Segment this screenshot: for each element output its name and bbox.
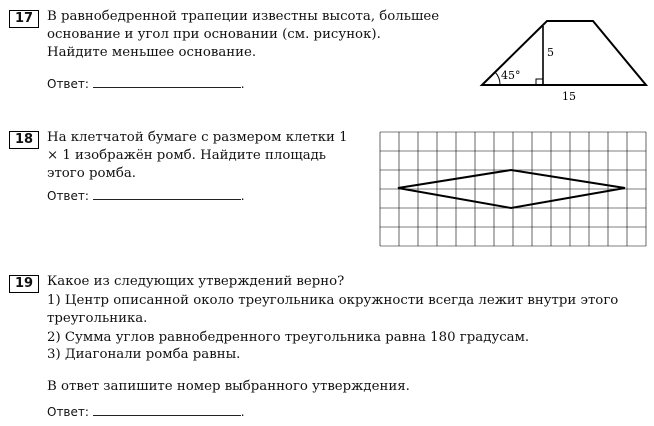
- grid-lines: [380, 132, 646, 246]
- task-17-answer: Ответ: .: [47, 77, 245, 91]
- task-17-text: В равнобедренной трапеции известны высота, большее основание и угол при основании (см. рисунок). Найдите меньшее основание.: [47, 9, 440, 60]
- task-18-text: На клетчатой бумаге с размером клетки 1 × 1 изображён ромб. Найдите площадь этого ромба.: [47, 130, 348, 181]
- answer-line[interactable]: [93, 189, 241, 200]
- base-label: 15: [562, 90, 576, 103]
- task-number-18: 18: [9, 131, 39, 149]
- task-number-19: 19: [9, 275, 39, 293]
- task-19-instruction: В ответ запишите номер выбранного утверждения.: [47, 379, 410, 394]
- task-18-answer: Ответ: .: [47, 189, 245, 203]
- grid-figure: [379, 130, 654, 248]
- trapezoid-figure: [470, 18, 654, 103]
- task-19-answer: Ответ: .: [47, 405, 245, 419]
- angle-arc: [495, 72, 500, 85]
- answer-label: Ответ:: [47, 77, 89, 91]
- task-number-17: 17: [9, 10, 39, 28]
- height-label: 5: [547, 46, 554, 59]
- answer-line[interactable]: [93, 405, 241, 416]
- answer-label: Ответ:: [47, 189, 89, 203]
- statement-2: 2) Сумма углов равнобедренного треугольника равна 180 градусам.: [47, 330, 530, 345]
- angle-label: 45°: [501, 69, 521, 82]
- task-19-question: Какое из следующих утверждений верно?: [47, 274, 345, 289]
- statement-3: 3) Диагонали ромба равны.: [47, 347, 241, 362]
- answer-line[interactable]: [93, 77, 241, 88]
- answer-label: Ответ:: [47, 405, 89, 419]
- statement-1: 1) Центр описанной около треугольника окружности всегда лежит внутри этого треугольника.: [47, 293, 619, 326]
